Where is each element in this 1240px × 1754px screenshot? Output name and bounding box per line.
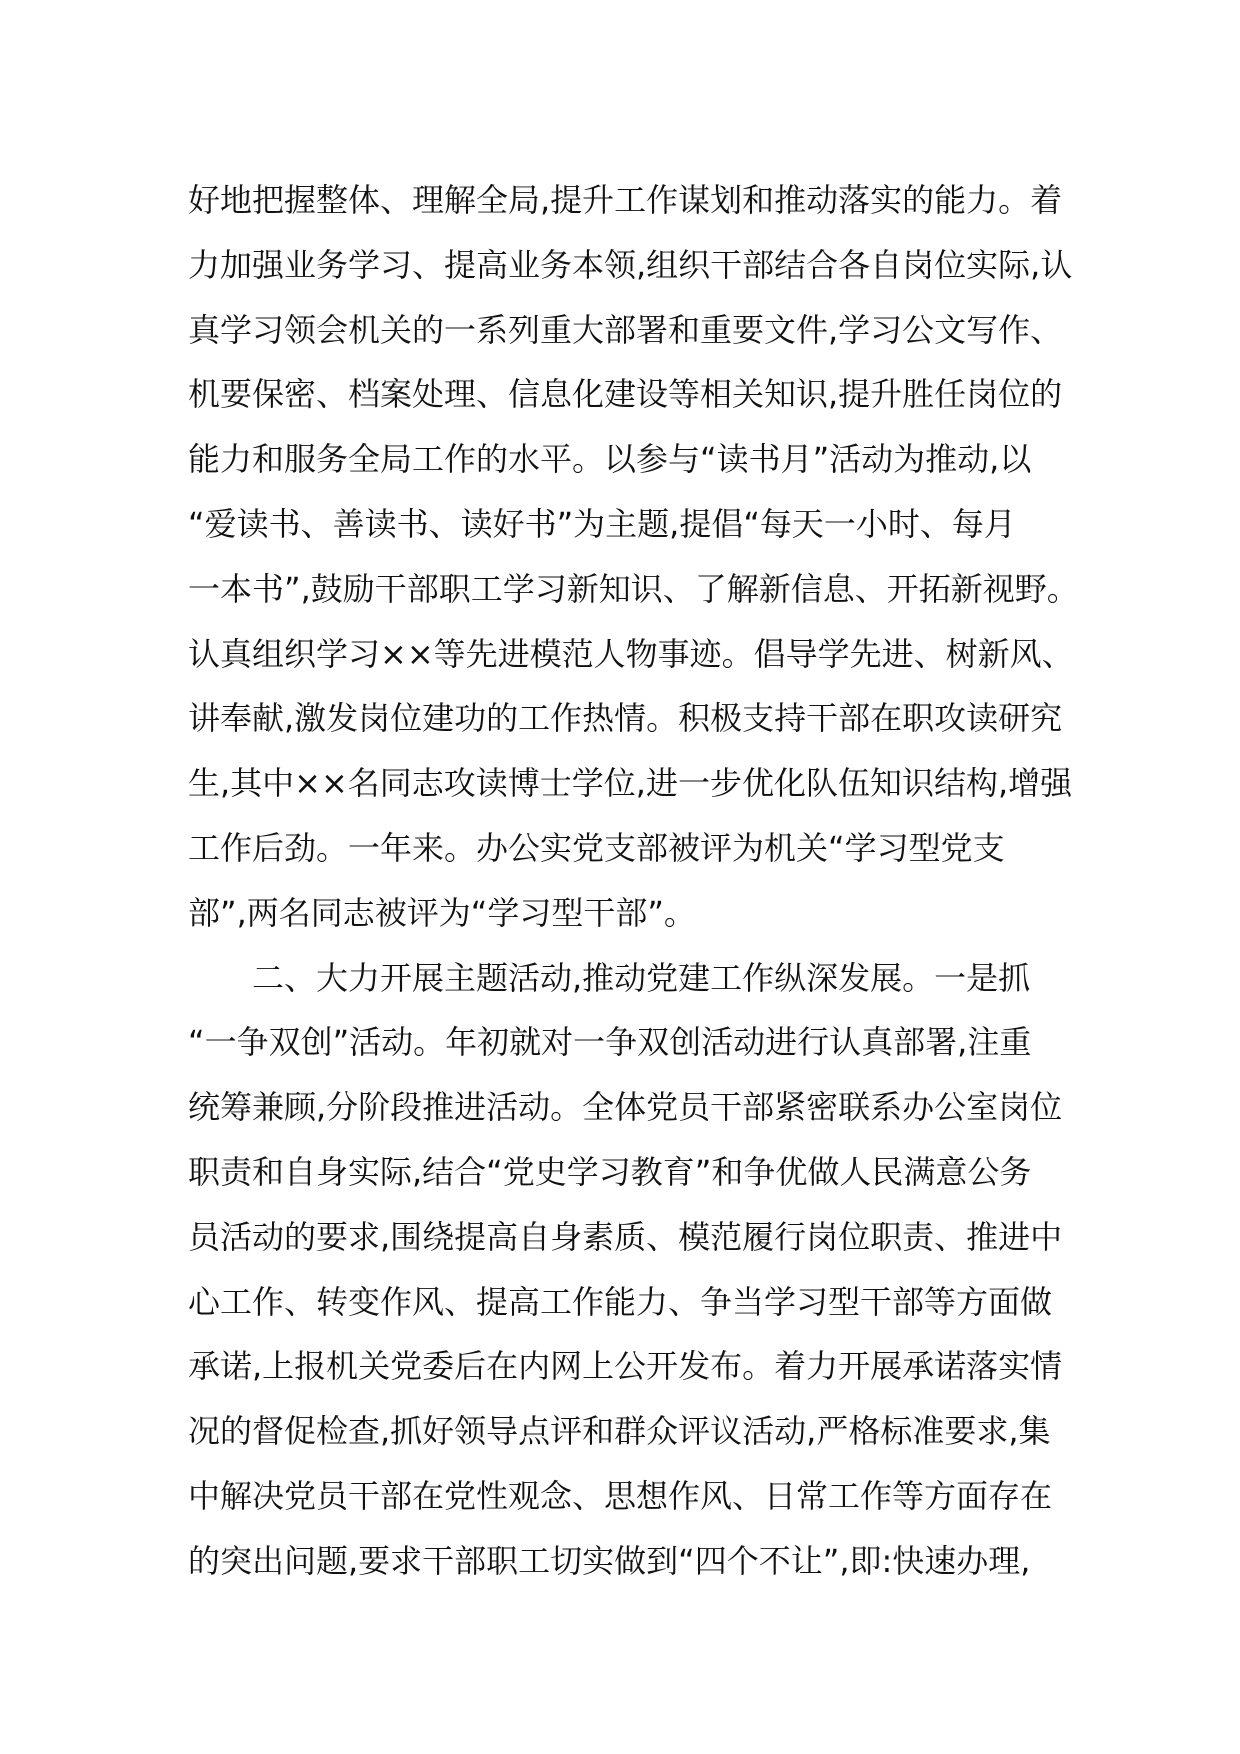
text-line-4: 机要保密、档案处理、信息化建设等相关知识,提升胜任岗位的 <box>188 375 1063 414</box>
text-line-11: 工作后劲。一年来。办公实党支部被评为机关“学习型党支 <box>188 828 1005 867</box>
text-line-1: 好地把握整体、理解全局,提升工作谋划和推动落实的能力。着 <box>188 181 1063 219</box>
text-line-20: 况的督促检查,抓好领导点评和群众评议活动,严格标准要求,集 <box>188 1412 1051 1451</box>
text-line-8: 认真组织学习××等先进模范人物事迹。倡导学先进、树新风、 <box>188 634 1074 673</box>
text-line-5: 能力和服务全局工作的水平。以参与“读书月”活动为推动,以 <box>188 440 1032 479</box>
text-line-13: 二、大力开展主题活动,推动党建工作纵深发展。一是抓 <box>252 958 1031 997</box>
text-line-18: 心工作、转变作风、提高工作能力、争当学习型干部等方面做 <box>188 1282 1053 1321</box>
text-line-16: 职责和自身实际,结合“党史学习教育”和争优做人民满意公务 <box>188 1152 1032 1191</box>
text-line-6: “爱读书、善读书、读好书”为主题,提倡“每天一小时、每月 <box>188 504 1016 543</box>
text-line-19: 承诺,上报机关党委后在内网上公开发布。着力开展承诺落实情 <box>188 1347 1063 1386</box>
text-line-14: “一争双创”活动。年初就对一争双创活动进行认真部署,注重 <box>188 1023 1032 1062</box>
text-line-2: 力加强业务学习、提高业务本领,组织干部结合各自岗位实际,认 <box>188 245 1073 284</box>
text-line-22: 的突出问题,要求干部职工切实做到“四个不让”,即:快速办理, <box>188 1541 1031 1580</box>
text-line-9: 讲奉献,激发岗位建功的工作热情。积极支持干部在职攻读研究 <box>188 699 1063 738</box>
text-line-7: 一本书”,鼓励干部职工学习新知识、了解新信息、开拓新视野。 <box>188 569 1079 608</box>
body-text <box>188 168 1079 1594</box>
text-line-17: 员活动的要求,围绕提高自身素质、模范履行岗位职责、推进中 <box>188 1217 1063 1256</box>
text-line-10: 生,其中××名同志攻读博士学位,进一步优化队伍知识结构,增强 <box>188 764 1073 803</box>
text-line-12: 部”,两名同志被评为“学习型干部”。 <box>188 893 696 932</box>
text-line-15: 统筹兼顾,分阶段推进活动。全体党员干部紧密联系办公室岗位 <box>188 1088 1063 1127</box>
text-line-21: 中解决党员干部在党性观念、思想作风、日常工作等方面存在 <box>188 1476 1053 1515</box>
text-line-3: 真学习领会机关的一系列重大部署和重要文件,学习公文写作、 <box>188 310 1063 349</box>
